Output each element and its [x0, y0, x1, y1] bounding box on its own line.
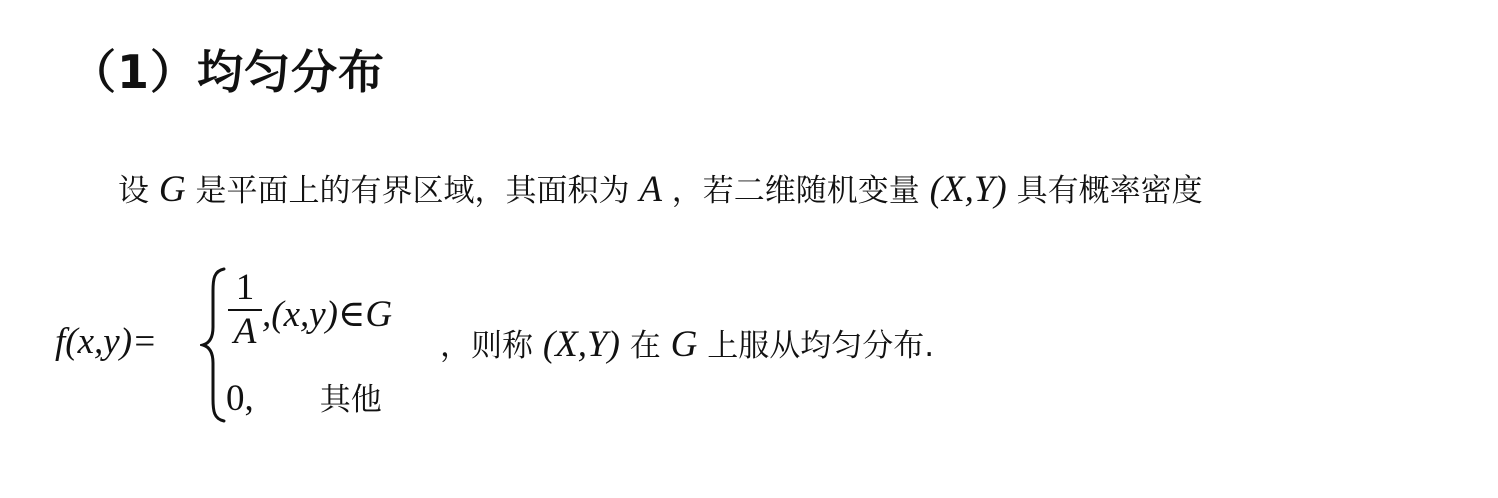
- var-g: G: [158, 169, 186, 210]
- case-2: [226, 374, 382, 420]
- tail-var-xy: (X,Y): [542, 324, 620, 365]
- case-2-value: 0,: [226, 378, 254, 419]
- tail-text-3: 上服从均匀分布.: [707, 328, 935, 364]
- section-heading: [70, 36, 385, 102]
- fraction-one-over-a: [228, 267, 262, 352]
- intro-text-2: 是平面上的有界区域，其面积为: [195, 173, 630, 209]
- tail-var-g: G: [670, 324, 698, 365]
- var-a: A: [639, 169, 662, 210]
- var-xy: (X,Y): [929, 169, 1007, 210]
- intro-text-4: 具有概率密度: [1016, 173, 1203, 209]
- intro-text-3: ，若二维随机变量: [671, 173, 920, 209]
- conclusion-sentence: [440, 320, 934, 366]
- intro-text-1: 设: [118, 173, 149, 209]
- section-number: （1）: [70, 45, 198, 99]
- intro-sentence: [118, 165, 1203, 211]
- case-2-label: 其他: [319, 382, 382, 418]
- fraction-denominator: A: [233, 311, 257, 352]
- fraction-numerator: 1: [235, 267, 255, 308]
- density-function-lhs: f(x,y)=: [55, 321, 157, 362]
- tail-text-2: 在: [629, 328, 661, 364]
- case-1-condition: ,(x,y)∈G: [262, 294, 393, 335]
- tail-text-1: ，则称: [440, 328, 533, 364]
- section-title: 均匀分布: [197, 45, 386, 99]
